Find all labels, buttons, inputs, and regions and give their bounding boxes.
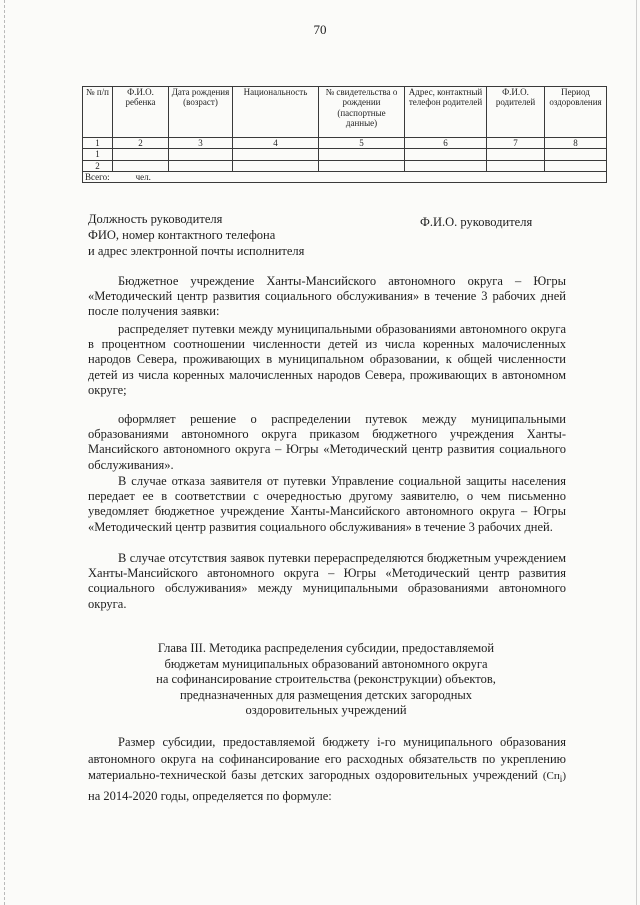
header-child-name: Ф.И.О. ребенка (113, 87, 169, 138)
paragraph: распределяет путевки между муниципальными образованиями автономного округа в процентном соотношении численности детей из числа коренных малочисленных народов Севера, проживающих в муниципальном образовании, к общей численности детей из числа коренных малочисленных народов Севера, проживающих в автономном округе; (88, 322, 566, 397)
table-cell (233, 149, 319, 160)
table-column-number-row (83, 138, 607, 149)
table-cell (405, 149, 487, 160)
table-cell: 2 (113, 138, 169, 149)
chapter-heading: Глава III. Методика распределения субсидии, предоставляемой бюджетам муниципальных образований автономного округа на софинансирование строительства (реконструкции) объектов, предназначенных для размещения детских загородных оздоровительных учреждений (156, 641, 496, 717)
table-cell (319, 160, 405, 171)
header-birth-certificate: № свидетельства о рождении (паспортные данные) (319, 87, 405, 138)
table-cell (233, 160, 319, 171)
head-name-label: Ф.И.О. руководителя (420, 215, 533, 229)
table-cell (113, 160, 169, 171)
table-total-row (83, 172, 607, 183)
scan-right-edge (636, 0, 640, 905)
table-cell: 3 (169, 138, 233, 149)
table-cell (169, 160, 233, 171)
total-unit: чел. (135, 172, 151, 183)
table-header-row (83, 87, 607, 138)
table-cell: 7 (487, 138, 545, 149)
table-cell (545, 149, 607, 160)
table-cell: 5 (319, 138, 405, 149)
header-birth-date: Дата рождения (возраст) (169, 87, 233, 138)
email-label: и адрес электронной почты исполнителя (88, 244, 305, 258)
table-cell (545, 160, 607, 171)
paragraph: оформляет решение о распределении путевок между муниципальными образованиями автономного округа приказом бюджетного учреждения Ханты-Мансийского автономного округа – Югры «Методический центр развития социального обслуживания». (88, 412, 566, 472)
header-recovery-period: Период оздоровления (545, 87, 607, 138)
page-number: 70 (313, 22, 327, 37)
header-address-phone: Адрес, контактный телефон родителей (405, 87, 487, 138)
header-parents-name: Ф.И.О. родителей (487, 87, 545, 138)
table-cell: 1 (83, 149, 113, 160)
table-cell: 8 (545, 138, 607, 149)
contact-label: ФИО, номер контактного телефона (88, 228, 276, 242)
table-cell: 6 (405, 138, 487, 149)
header-number: № п/п (83, 87, 113, 138)
subsidy-symbol: $(Cп_i)$ (542, 770, 566, 785)
table-cell (487, 149, 545, 160)
table-cell: 4 (233, 138, 319, 149)
scan-left-edge (0, 0, 5, 905)
table-total-cell (83, 172, 607, 183)
table-cell (487, 160, 545, 171)
table-cell (113, 149, 169, 160)
applicants-table (82, 86, 607, 183)
table-cell (319, 149, 405, 160)
paragraph: В случае отказа заявителя от путевки Управление социальной защиты населения передает ее в соответствии с очередностью другому заявителю, о чем письменно уведомляет бюджетное учреждение Ханты-Мансийского автономного округа – Югры «Методический центр развития социального обслуживания» в течение 3 рабочих дней. (88, 474, 566, 534)
table-row (83, 160, 607, 171)
table-cell (405, 160, 487, 171)
paragraph: В случае отсутствия заявок путевки перераспределяются бюджетным учреждением Ханты-Мансийского автономного округа – Югры «Методический центр развития социального обслуживания» между муниципальными образованиями автономного округа. (88, 551, 566, 611)
signature-block-left (88, 211, 304, 259)
position-label: Должность руководителя (88, 212, 223, 226)
paragraph: Размер субсидии, предоставляемой бюджету i-го муниципального образования автономного округа на софинансирование его расходных обязательств по укреплению материально-технической базы детских загородных оздоровительных учреждений $(Cп_i)$ на 2014-2020 годы, определяется по формуле: (88, 735, 566, 803)
table-cell: 1 (83, 138, 113, 149)
header-nationality: Национальность (233, 87, 319, 138)
table-cell: 2 (83, 160, 113, 171)
table-cell (169, 149, 233, 160)
paragraph: Бюджетное учреждение Ханты-Мансийского автономного округа – Югры «Методический центр развития социального обслуживания» в течение 3 рабочих дней после получения заявки: (88, 274, 566, 319)
table-row (83, 149, 607, 160)
total-label: Всего: (85, 172, 110, 183)
